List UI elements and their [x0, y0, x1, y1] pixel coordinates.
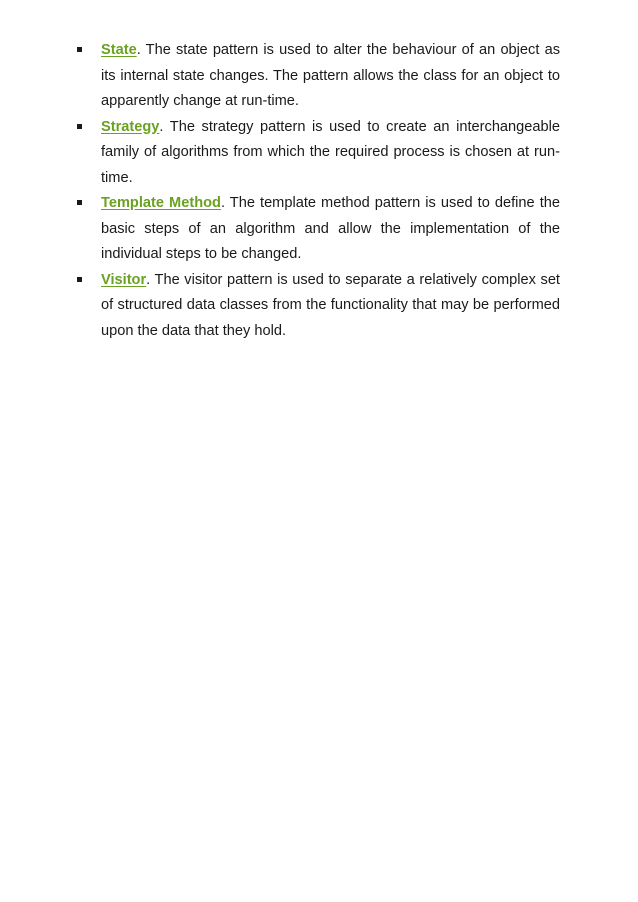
list-item-visitor	[0, 268, 638, 345]
list-item-state	[0, 38, 638, 115]
strategy-description: . The strategy pattern is used to create an interchangeable family of algorithms from which the required process is chosen at run-time.	[101, 118, 560, 186]
state-link[interactable]: State	[101, 42, 137, 58]
square-bullet-icon	[77, 200, 82, 205]
square-bullet-icon	[77, 277, 82, 282]
state-description: . The state pattern is used to alter the behaviour of an object as its internal state changes. The pattern allows the class for an object to apparently change at run-time.	[101, 42, 560, 109]
design-pattern-list	[0, 38, 638, 344]
list-item-template-method	[0, 191, 638, 268]
template-method-description: . The template method pattern is used to define the basic steps of an algorithm and allow the implementation of the individual steps to be changed.	[101, 195, 560, 262]
strategy-link[interactable]: Strategy	[101, 118, 160, 135]
square-bullet-icon	[77, 47, 82, 52]
template-method-link[interactable]: Template Method	[101, 195, 221, 211]
list-item-strategy	[0, 115, 638, 192]
visitor-link[interactable]: Visitor	[101, 271, 147, 288]
visitor-description: . The visitor pattern is used to separate a relatively complex set of structured data classes from the functionality that may be performed upon the data that they hold.	[101, 271, 560, 339]
square-bullet-icon	[77, 124, 82, 129]
